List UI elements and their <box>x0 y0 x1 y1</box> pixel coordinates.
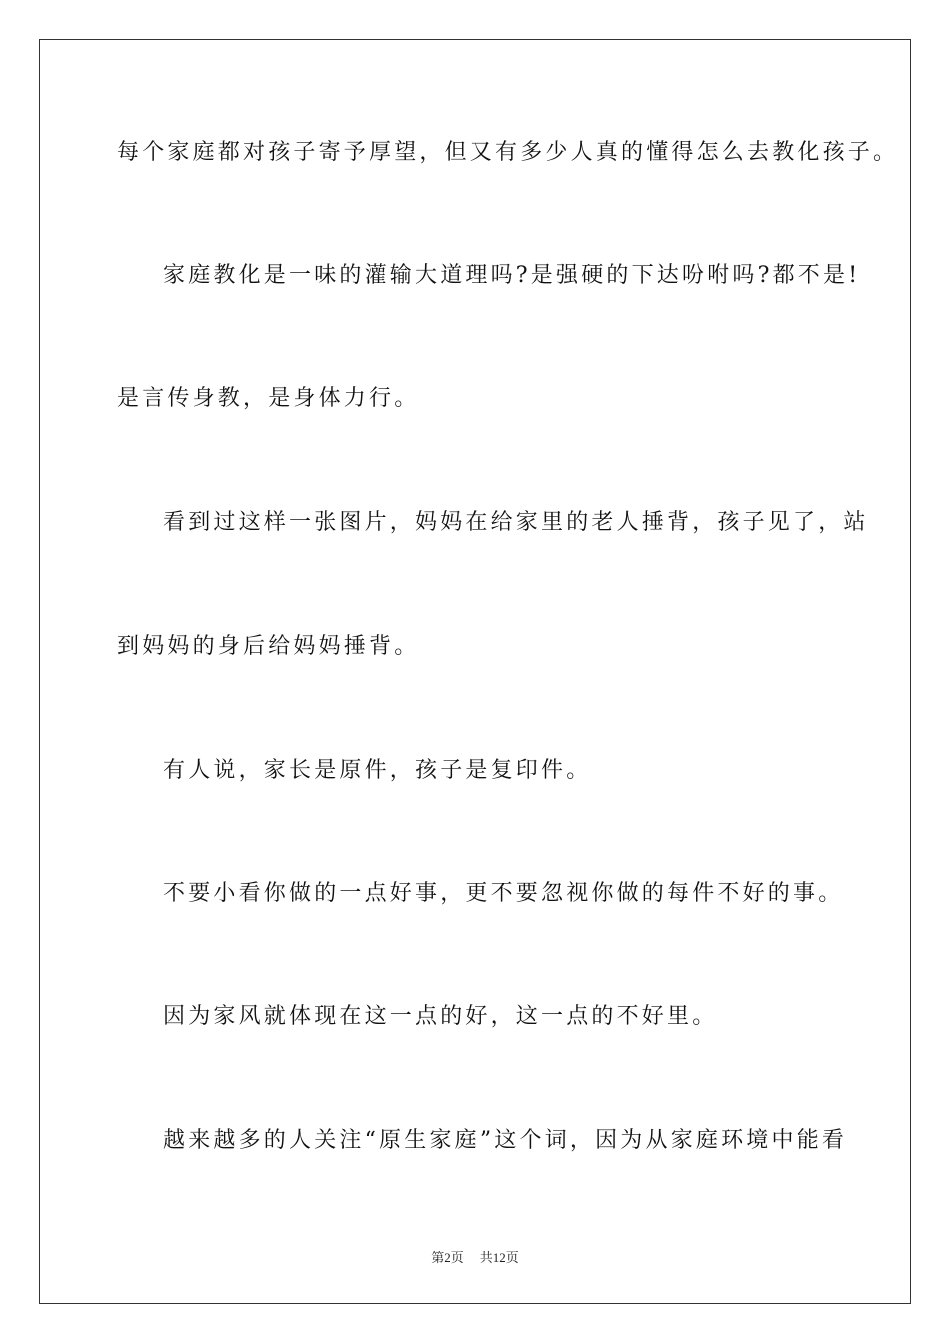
text-line-9: 越来越多的人关注“原生家庭”这个词，因为从家庭环境中能看 <box>163 1128 848 1153</box>
text-line-8: 因为家风就体现在这一点的好，这一点的不好里。 <box>163 1004 718 1029</box>
text-line-1: 每个家庭都对孩子寄予厚望，但又有多少人真的懂得怎么去教化孩子。 <box>117 140 899 165</box>
page-total: 共12页 <box>479 1250 519 1265</box>
text-line-4: 看到过这样一张图片，妈妈在给家里的老人捶背，孩子见了，站 <box>163 510 869 535</box>
text-line-6: 有人说，家长是原件，孩子是复印件。 <box>163 758 592 783</box>
text-line-7: 不要小看你做的一点好事，更不要忽视你做的每件不好的事。 <box>163 881 844 906</box>
page-footer <box>0 1247 950 1266</box>
text-line-2: 家庭教化是一味的灌输大道理吗?是强硬的下达吩咐吗?都不是! <box>163 263 861 288</box>
text-line-3: 是言传身教，是身体力行。 <box>117 386 420 411</box>
text-line-5: 到妈妈的身后给妈妈捶背。 <box>117 634 420 659</box>
page-frame <box>39 39 911 1304</box>
page-number: 第2页 <box>431 1250 464 1265</box>
